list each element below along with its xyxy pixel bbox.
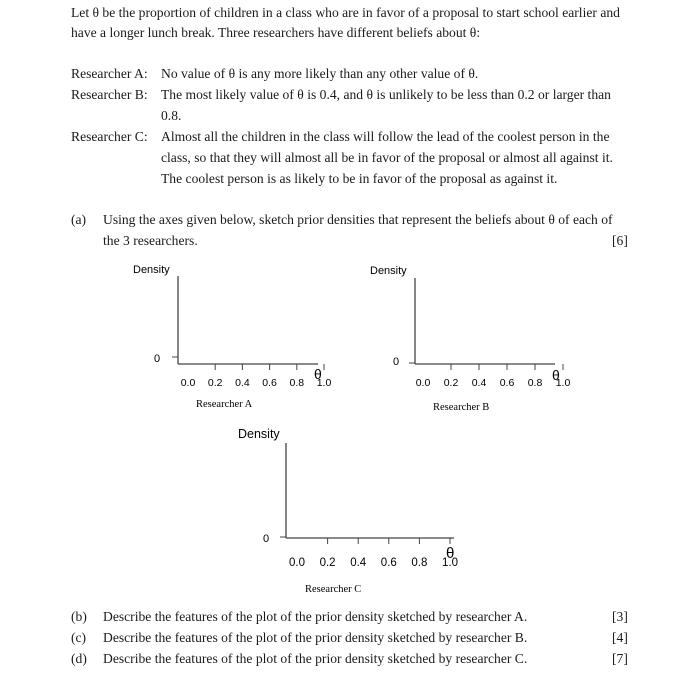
- theta-axis-label: θ: [446, 545, 455, 562]
- intro-line-2: have a longer lunch break. Three researchers have different beliefs about θ:: [71, 25, 481, 40]
- x-tick-label: 0.8: [411, 557, 428, 569]
- x-tick-label: 1.0: [442, 557, 458, 569]
- axes-researcher-b: [370, 265, 570, 413]
- x-axis-ticks: [416, 364, 571, 389]
- x-tick-label: 0.4: [235, 377, 250, 389]
- axes-researcher-a: [133, 264, 331, 410]
- part-b-label: (b): [71, 609, 87, 624]
- x-axis-ticks: [289, 538, 458, 569]
- researcher-c-belief-line: class, so that they will almost all be in favor of the proposal or almost all against it.: [161, 150, 613, 165]
- density-axis-label: Density: [238, 427, 280, 441]
- x-tick-label: 0.4: [471, 377, 487, 389]
- x-tick-label: 1.0: [316, 377, 332, 389]
- part-a-question-line: the 3 researchers.: [103, 233, 198, 248]
- theta-axis-label: θ: [314, 366, 322, 382]
- x-tick-label: 1.0: [555, 377, 571, 389]
- caption-researcher-c: Researcher C: [305, 584, 362, 595]
- part-c-marks: [4]: [612, 630, 628, 645]
- x-tick-label: 0.2: [207, 377, 223, 389]
- researcher-c-label: Researcher C:: [71, 129, 148, 144]
- x-tick-label: 0.2: [443, 377, 459, 389]
- part-d-marks: [7]: [612, 651, 628, 666]
- part-d-label: (d): [71, 651, 87, 666]
- researcher-b-label: Researcher B:: [71, 87, 148, 102]
- x-tick-label: 0.8: [289, 377, 305, 389]
- density-axis-label: Density: [133, 264, 170, 276]
- researcher-b-belief-line: The most likely value of θ is 0.4, and θ is unlikely to be less than 0.2 or larger than: [161, 87, 611, 102]
- x-tick-label: 0.0: [415, 377, 431, 389]
- density-axis-label: Density: [370, 265, 407, 277]
- intro-line-1: Let θ be the proportion of children in a class who are in favor of a proposal to start school earlier and: [71, 5, 620, 20]
- theta-axis-label: θ: [552, 367, 560, 383]
- caption-researcher-b: Researcher B: [433, 402, 490, 413]
- part-a-marks: [6]: [612, 233, 628, 248]
- researcher-c-belief-line: The coolest person is as likely to be in favor of the proposal as against it.: [161, 171, 558, 186]
- x-axis-ticks: [181, 364, 332, 389]
- researcher-a-belief-line: No value of θ is any more likely than any other value of θ.: [161, 66, 479, 81]
- x-tick-label: 0.6: [499, 377, 515, 389]
- x-tick-label: 0.6: [262, 377, 277, 389]
- researcher-c-belief-line: Almost all the children in the class will follow the lead of the coolest person in the: [161, 129, 610, 144]
- x-tick-label: 0.0: [180, 377, 196, 389]
- researcher-a-label: Researcher A:: [71, 66, 148, 81]
- x-tick-label: 0.8: [527, 377, 543, 389]
- x-tick-label: 0.4: [350, 557, 367, 569]
- x-tick-label: 0.0: [289, 557, 305, 569]
- x-tick-label: 0.6: [380, 557, 397, 569]
- part-d-question: Describe the features of the plot of the prior density sketched by researcher C.: [103, 651, 528, 666]
- origin-label: 0: [263, 533, 270, 545]
- part-c-question: Describe the features of the plot of the prior density sketched by researcher B.: [103, 630, 528, 645]
- x-tick-label: 0.2: [319, 557, 336, 569]
- origin-label: 0: [154, 353, 161, 365]
- axes-researcher-c: [238, 427, 458, 595]
- part-b-question: Describe the features of the plot of the prior density sketched by researcher A.: [103, 609, 528, 624]
- origin-label: 0: [393, 356, 400, 368]
- part-c-label: (c): [71, 630, 87, 645]
- part-b-marks: [3]: [612, 609, 628, 624]
- researcher-b-belief-line: 0.8.: [161, 108, 182, 123]
- part-a-question-line: Using the axes given below, sketch prior densities that represent the beliefs about θ of each of: [103, 212, 613, 227]
- part-a-label: (a): [71, 212, 87, 227]
- caption-researcher-a: Researcher A: [196, 399, 253, 410]
